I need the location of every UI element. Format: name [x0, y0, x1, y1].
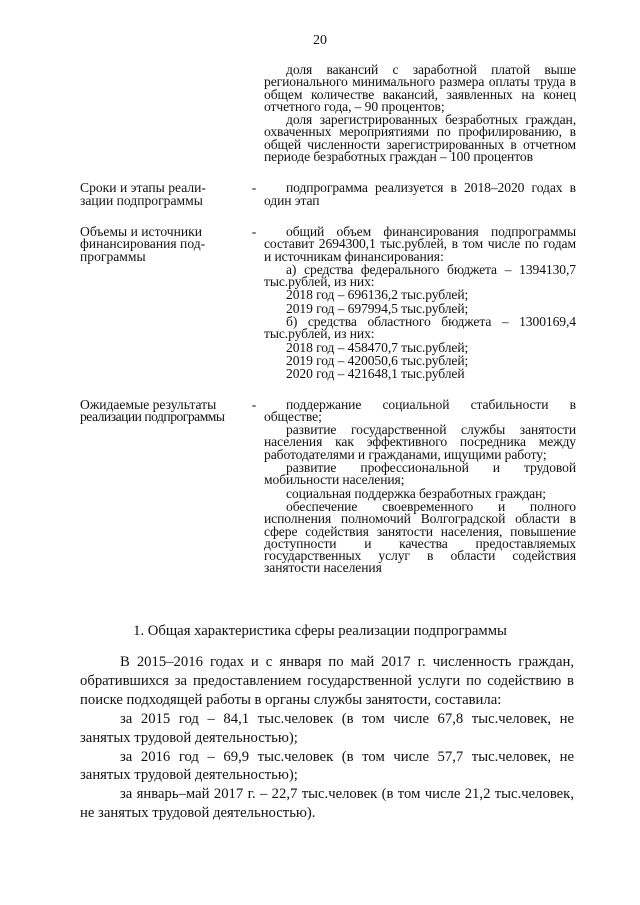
financing-item: 2019 год – 420050,6 тыс.рублей; [286, 352, 469, 368]
financing-item: б) средства областного бюджета – 1300169,4 тыс.рублей, из них: [264, 314, 576, 342]
passport-row-financing [80, 223, 576, 382]
section-heading: 1. Общая характеристика сферы реализации подпрограммы [133, 623, 507, 639]
label-line: зации подпрограммы [80, 192, 203, 208]
passport-dash: - [251, 180, 257, 196]
label-line: программы [80, 248, 146, 264]
passport-value-terms [264, 182, 576, 207]
passport-row-expected-results [80, 396, 576, 576]
body-paragraph: за 2016 год – 69,9 тыс.человек (в том числе 57,7 тыс.человек, не занятых трудовой деятельностью); [80, 748, 574, 784]
body-paragraph: В 2015–2016 годах и с января по май 2017 г. численность граждан, обратившихся за предоставлением государственной услуги по содействию в поиске подходящей работы в органы службы занятости, составила: [80, 654, 574, 708]
financing-item: 2018 год – 458470,7 тыс.рублей; [286, 339, 469, 355]
passport-value-indicators [264, 64, 576, 163]
subprogram-passport-table [80, 64, 576, 575]
passport-row-terms [80, 182, 576, 207]
label-line: финансирования под- [80, 236, 206, 252]
passport-label-expected-results [80, 396, 244, 424]
passport-value-expected-results [264, 396, 576, 576]
passport-label-terms [80, 182, 244, 207]
passport-value-financing [264, 223, 576, 382]
label-line: Объемы и источники [80, 223, 203, 239]
page-number: 20 [313, 33, 327, 48]
passport-dash: - [251, 396, 257, 412]
passport-row-indicators-continued [80, 64, 576, 163]
indicator-text: доля вакансий с заработной платой выше регионального минимального размера оплаты труда в общем количестве вакансий, заявленных на конец отчетного года, – 90 процентов; [264, 62, 576, 114]
label-line: Сроки и этапы реали- [80, 180, 206, 196]
financing-item: 2018 год – 696136,2 тыс.рублей; [286, 287, 469, 303]
label-line: Ожидаемые результаты [80, 396, 217, 412]
result-item: развитие профессиональной и трудовой мобильности населения; [264, 460, 576, 488]
terms-text: подпрограмма реализуется в 2018–2020 годах в один этап [264, 180, 576, 208]
result-item: социальная поддержка безработных граждан; [286, 485, 546, 501]
body-paragraph: за 2015 год – 84,1 тыс.человек (в том числе 67,8 тыс.человек, не занятых трудовой деятельностью); [80, 710, 574, 746]
body-paragraph: за январь–май 2017 г. – 22,7 тыс.человек (в том числе 21,2 тыс.человек, не занятых трудовой деятельностью). [80, 786, 574, 822]
result-item: обеспечение своевременного и полного исполнения полномочий Волгоградской области в сфере содействия занятости населения, повышение доступности и качества предоставляемых государственных услуг в области содействия занятости населения [264, 498, 576, 576]
result-item: развитие государственной службы занятости населения как эффективного посредника между работодателями и гражданами, ищущими работу; [264, 422, 576, 462]
passport-label-financing [80, 223, 244, 264]
financing-item: 2020 год – 421648,1 тыс.рублей [286, 366, 465, 382]
section-body [80, 653, 574, 823]
financing-item: 2019 год – 697994,5 тыс.рублей; [286, 300, 469, 316]
indicator-text: доля зарегистрированных безработных граждан, охваченных мероприятиями по профилированию, в общей численности зарегистрированных в отчетном периоде безработных граждан – 100 процентов [264, 112, 576, 165]
label-line: реализации подпрограммы [80, 408, 225, 424]
result-item: поддержание социальной стабильности в обществе; [264, 396, 576, 424]
passport-dash: - [251, 223, 257, 239]
financing-item: общий объем финансирования подпрограммы составит 2694300,1 тыс.рублей, в том числе по годам и источникам финансирования: [264, 223, 576, 264]
financing-item: а) средства федерального бюджета – 1394130,7 тыс.рублей, из них: [264, 261, 576, 290]
